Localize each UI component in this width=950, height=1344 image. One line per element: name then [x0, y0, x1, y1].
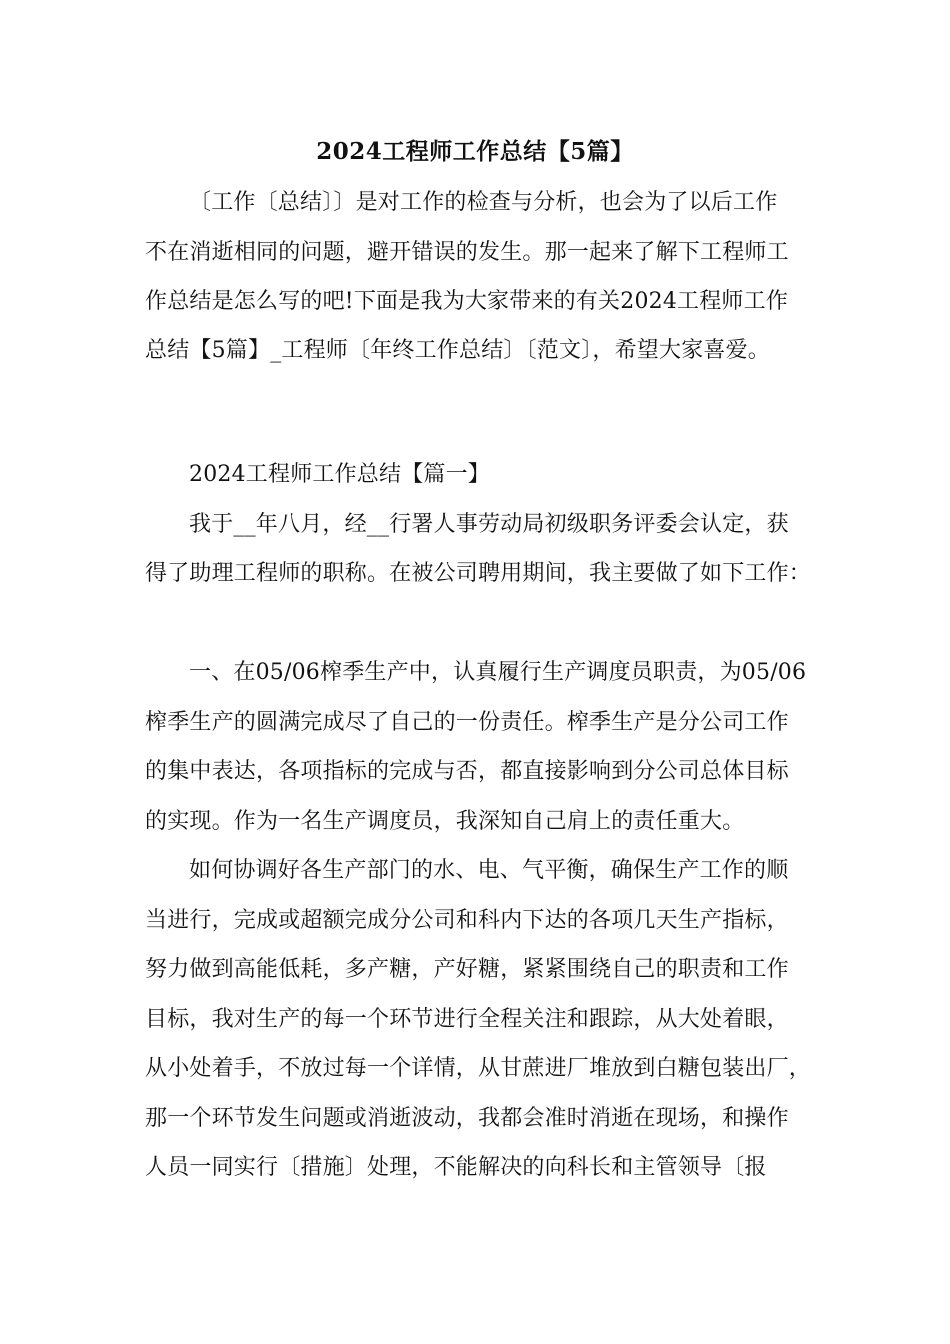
intro-line-2: 不在消逝相同的问题，避开错误的发生。那一起来了解下工程师工: [145, 240, 789, 265]
section-heading: 2024工程师工作总结【篇一】: [189, 462, 490, 487]
paragraph1-line-2: 得了助理工程师的职称。在被公司聘用期间，我主要做了如下工作：: [145, 561, 812, 586]
paragraph3-line-4: 目标，我对生产的每一个环节进行全程关注和跟踪，从大处着眼，: [145, 1007, 789, 1032]
paragraph3-line-1: 如何协调好各生产部门的水、电、气平衡，确保生产工作的顺: [189, 858, 789, 883]
paragraph3-line-3: 努力做到高能低耗，多产糖，产好糖，紧紧围绕自己的职责和工作: [145, 957, 789, 982]
paragraph1-line-1: 我于__年八月，经__行署人事劳动局初级职务评委会认定，获: [189, 512, 789, 537]
paragraph2-line-2: 榨季生产的圆满完成尽了自己的一份责任。榨季生产是分公司工作: [145, 710, 789, 735]
intro-line-1: 〔工作〔总结〕〕是对工作的检查与分析，也会为了以后工作: [189, 190, 778, 215]
document-title: 2024工程师工作总结【5篇】: [316, 138, 634, 165]
intro-line-3: 作总结是怎么写的吧!下面是我为大家带来的有关2024工程师工作: [145, 289, 789, 314]
paragraph2-line-3: 的集中表达，各项指标的完成与否，都直接影响到分公司总体目标: [145, 759, 789, 784]
paragraph3-line-2: 当进行，完成或超额完成分公司和科内下达的各项几天生产指标，: [145, 908, 789, 933]
paragraph3-line-5: 从小处着手，不放过每一个详情，从甘蔗进厂堆放到白糖包装出厂，: [145, 1056, 812, 1081]
paragraph3-line-6: 那一个环节发生问题或消逝波动，我都会准时消逝在现场，和操作: [145, 1106, 789, 1131]
intro-line-4: 总结【5篇】_工程师〔年终工作总结〕〔范文〕，希望大家喜爱。: [145, 338, 770, 363]
paragraph3-line-7: 人员一同实行〔措施〕处理，不能解决的向科长和主管领导〔报: [145, 1155, 767, 1180]
paragraph2-line-4: 的实现。作为一名生产调度员，我深知自己肩上的责任重大。: [145, 809, 745, 834]
paragraph2-line-1: 一、在05/06榨季生产中，认真履行生产调度员职责，为05/06: [189, 660, 807, 685]
